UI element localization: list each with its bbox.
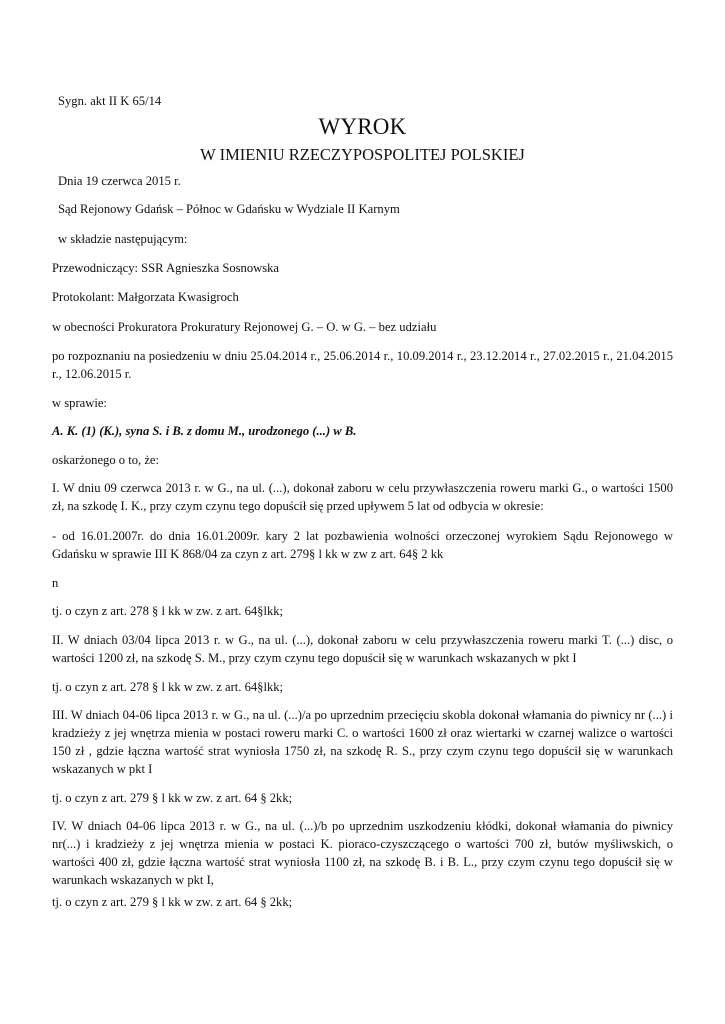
charge-1: I. W dniu 09 czerwca 2013 r. w G., na ul. (...), dokonał zaboru w celu przywłaszczenia roweru marki G., o wartości 1500 zł, na szkodę I. K., przy czym czynu tego dopuścił się przed upływem 5 lat od odbycia w okresie: bbox=[52, 481, 673, 513]
charge-2-legal-basis: tj. o czyn z art. 278 § l kk w zw. z art. 64§lkk; bbox=[52, 680, 284, 694]
charge-3: III. W dniach 04-06 lipca 2013 r. w G., na ul. (...)/a po uprzednim przecięciu skobla dokonał włamania do piwnicy nr (...) i kradzieży z jej wnętrza mienia w postaci roweru marki C. o wartości 1600 zł oraz wiertarki w czarnej walizce o wartości 150 zł , gdzie łączna wartość strat wyniosła 1750 zł, na szkodę R. S., przy czym czynu tego dopuścił się w warunkach wskazanych w pkt I bbox=[52, 708, 673, 776]
defendant-name: A. K. (1) (K.), syna S. i B. z domu M., urodzonego (...) w B. bbox=[52, 424, 357, 438]
accused-of-label: oskarżonego o to, że: bbox=[52, 453, 160, 467]
court-clerk: Protokolant: Małgorzata Kwasigroch bbox=[52, 290, 239, 304]
judgment-date: Dnia 19 czerwca 2015 r. bbox=[58, 174, 181, 188]
charge-4-legal-basis: tj. o czyn z art. 279 § l kk w zw. z art. 64 § 2kk; bbox=[52, 895, 293, 909]
charge-4: IV. W dniach 04-06 lipca 2013 r. w G., na ul. (...)/b po uprzednim uszkodzeniu kłódki, dokonał włamania do piwnicy nr(...) i kradzieży z jej wnętrza mienia w postaci K. pioraco-czyszczącego o wartości 700 zł, butów myśliwskich, o wartości 400 zł, gdzie łączna wartość strat wyniosła 1100 zł, na szkodę B. i B. L., przy czym czynu tego dopuścił się w warunkach wskazanych w pkt I, bbox=[52, 819, 673, 887]
hearing-dates: po rozpoznaniu na posiedzeniu w dniu 25.04.2014 r., 25.06.2014 r., 10.09.2014 r., 23.12.2014 r., 27.02.2015 r., 21.04.2015 r., 12.06.2015 r. bbox=[52, 349, 673, 381]
court-name: Sąd Rejonowy Gdańsk – Północ w Gdańsku w Wydziale II Karnym bbox=[58, 202, 400, 216]
charge-2: II. W dniach 03/04 lipca 2013 r. w G., na ul. (...), dokonał zaboru w celu przywłaszczenia roweru marki T. (...) disc, o wartości 1200 zł, na szkodę S. M., przy czym czynu tego dopuścił się w warunkach wskazanych w pkt I bbox=[52, 633, 673, 665]
stray-letter: n bbox=[52, 576, 59, 590]
charge-3-legal-basis: tj. o czyn z art. 279 § l kk w zw. z art. 64 § 2kk; bbox=[52, 791, 293, 805]
case-number: Sygn. akt II K 65/14 bbox=[58, 94, 162, 108]
charge-1-prior-sentence: - od 16.01.2007r. do dnia 16.01.2009r. kary 2 lat pozbawienia wolności orzeczonej wyrokiem Sądu Rejonowego w Gdańsku w sprawie III K 868/04 za czyn z art. 279§ l kk w zw z art. 64§ 2 kk bbox=[52, 529, 673, 561]
prosecutor-presence: w obecności Prokuratora Prokuratury Rejonowej G. – O. w G. – bez udziału bbox=[52, 320, 437, 334]
document-subtitle: W IMIENIU RZECZYPOSPOLITEJ POLSKIEJ bbox=[200, 145, 525, 164]
composition-label: w składzie następującym: bbox=[58, 232, 188, 246]
charge-1-legal-basis: tj. o czyn z art. 278 § l kk w zw. z art. 64§lkk; bbox=[52, 604, 284, 618]
matter-label: w sprawie: bbox=[52, 396, 107, 410]
presiding-judge: Przewodniczący: SSR Agnieszka Sosnowska bbox=[52, 261, 280, 275]
document-title: WYROK bbox=[318, 114, 407, 139]
